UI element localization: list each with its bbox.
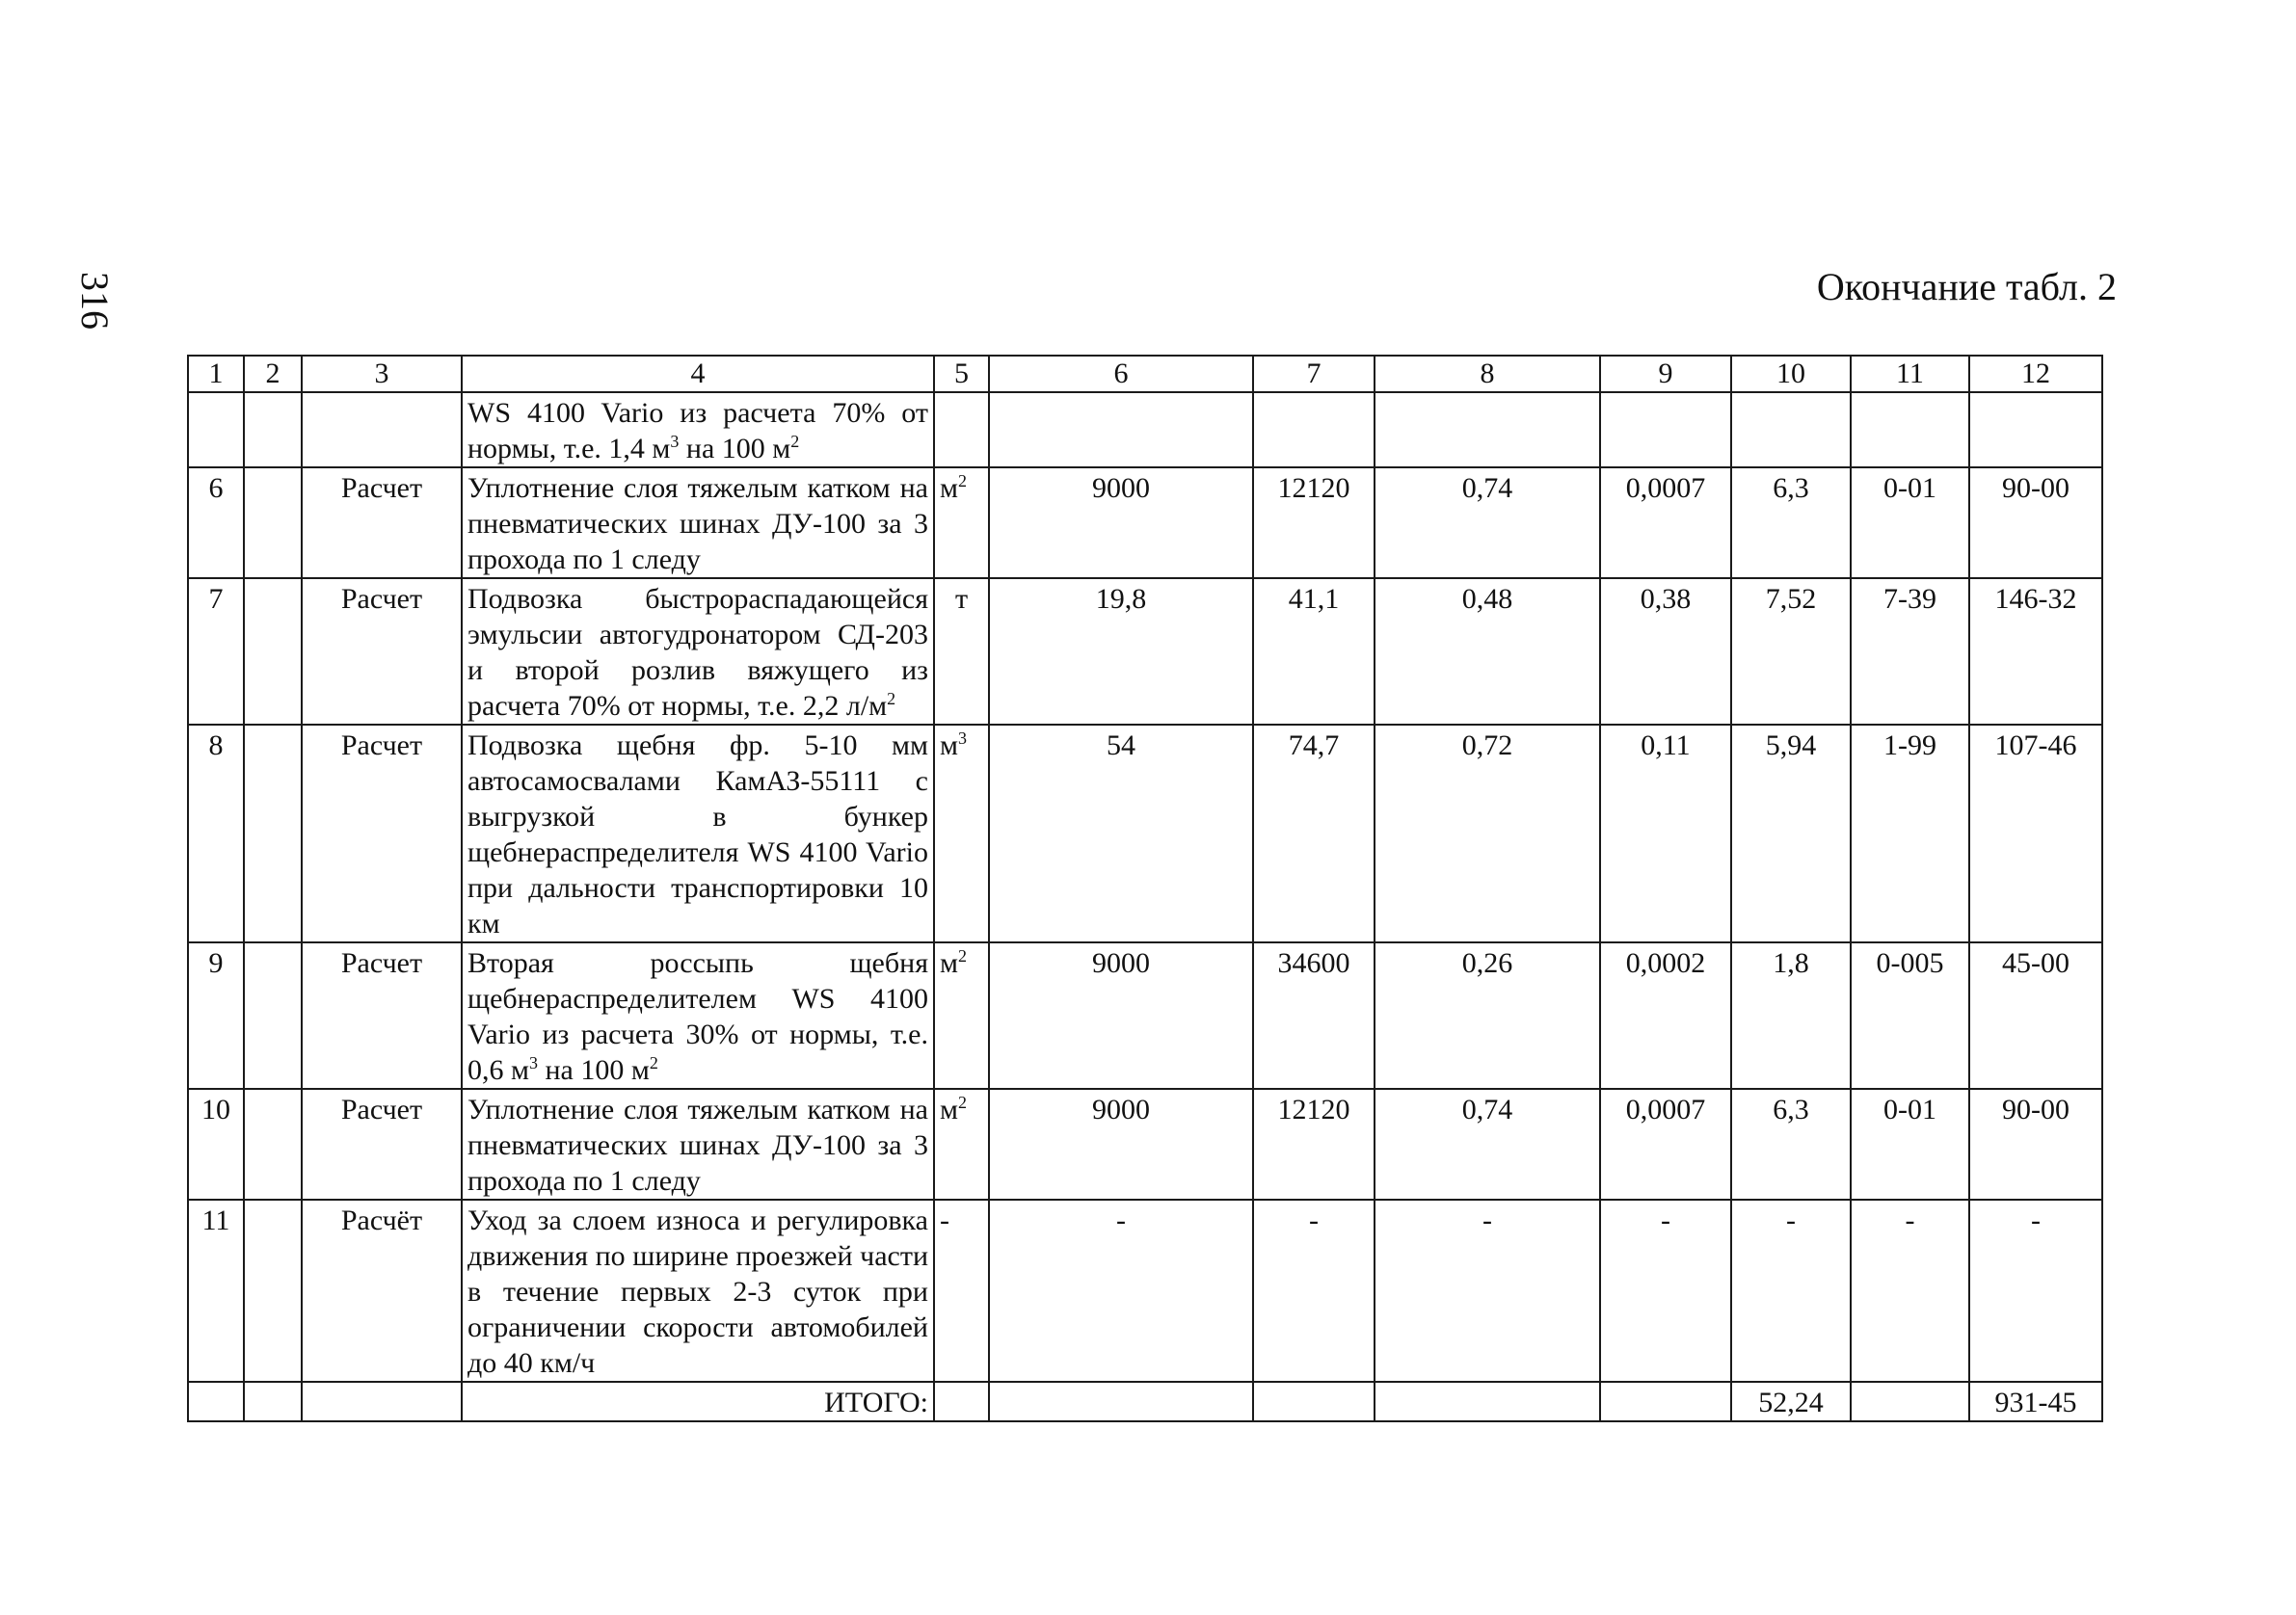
header-cell-7: 7 — [1253, 356, 1375, 392]
row-number: 9 — [188, 942, 244, 1089]
header-row — [188, 356, 2102, 392]
total-row — [188, 1382, 2102, 1421]
row-col7: 34600 — [1253, 942, 1375, 1089]
row-col9: 0,38 — [1600, 578, 1731, 725]
table-row — [188, 1089, 2102, 1200]
row-number: 11 — [188, 1200, 244, 1382]
header-cell-4: 4 — [462, 356, 934, 392]
total-label: ИТОГО: — [462, 1382, 934, 1421]
row-unit: т — [934, 578, 989, 725]
row-col10: - — [1731, 1200, 1851, 1382]
row-description: Вторая россыпь щебня щебнераспределителем WS 4100 Vario из расчета 30% от нормы, т.е. 0,6 $м^3$ на 100 $м^2$ — [462, 942, 934, 1089]
row-unit: $м^2$ — [934, 942, 989, 1089]
row-col9: 0,0002 — [1600, 942, 1731, 1089]
table-row — [188, 725, 2102, 942]
row-col7: - — [1253, 1200, 1375, 1382]
row-col8: 0,72 — [1375, 725, 1600, 942]
row-col10: 6,3 — [1731, 1089, 1851, 1200]
row-col2 — [244, 467, 302, 578]
header-cell-12: 12 — [1969, 356, 2102, 392]
row-number: 6 — [188, 467, 244, 578]
row-col7: 41,1 — [1253, 578, 1375, 725]
row-col10: 7,52 — [1731, 578, 1851, 725]
header-cell-2: 2 — [244, 356, 302, 392]
row-col12: 146-32 — [1969, 578, 2102, 725]
row-basis: Расчет — [302, 725, 462, 942]
row-basis: Расчёт — [302, 1200, 462, 1382]
header-cell-3: 3 — [302, 356, 462, 392]
row-basis: Расчет — [302, 467, 462, 578]
row-col10: 1,8 — [1731, 942, 1851, 1089]
row-col2 — [244, 578, 302, 725]
row-col11: 7-39 — [1851, 578, 1969, 725]
row-col11: 1-99 — [1851, 725, 1969, 942]
row-unit: $м^2$ — [934, 467, 989, 578]
header-cell-8: 8 — [1375, 356, 1600, 392]
row-col12: 90-00 — [1969, 1089, 2102, 1200]
row-col12: 45-00 — [1969, 942, 2102, 1089]
row-col11: 0-01 — [1851, 467, 1969, 578]
row-basis: Расчет — [302, 1089, 462, 1200]
table-row — [188, 1200, 2102, 1382]
table-row — [188, 578, 2102, 725]
total-col10: 52,24 — [1731, 1382, 1851, 1421]
row-col2 — [244, 1200, 302, 1382]
row-col11: - — [1851, 1200, 1969, 1382]
row-number: 8 — [188, 725, 244, 942]
row-description: WS 4100 Vario из расчета 70% от нормы, т.е. 1,4 $м^3$ на 100 $м^2$ — [462, 392, 934, 467]
row-col10: 5,94 — [1731, 725, 1851, 942]
row-description: Уплотнение слоя тяжелым катком на пневматических шинах ДУ-100 за 3 прохода по 1 следу — [462, 1089, 934, 1200]
row-col8: 0,26 — [1375, 942, 1600, 1089]
header-cell-9: 9 — [1600, 356, 1731, 392]
row-col6: 9000 — [989, 942, 1253, 1089]
row-col8: 0,74 — [1375, 1089, 1600, 1200]
table-row — [188, 467, 2102, 578]
row-col12: 107-46 — [1969, 725, 2102, 942]
row-col2 — [244, 1089, 302, 1200]
row-number: 10 — [188, 1089, 244, 1200]
row-description: Уход за слоем износа и регулировка движения по ширине проезжей части в течение первых 2-3 суток при ограничении скорости автомобилей до 40 км/ч — [462, 1200, 934, 1382]
table-row — [188, 942, 2102, 1089]
row-col6: 9000 — [989, 467, 1253, 578]
row-unit: $м^2$ — [934, 1089, 989, 1200]
row-col7: 74,7 — [1253, 725, 1375, 942]
row-col11: 0-005 — [1851, 942, 1969, 1089]
row-col11: 0-01 — [1851, 1089, 1969, 1200]
row-col8: 0,74 — [1375, 467, 1600, 578]
row-col9: 0,0007 — [1600, 1089, 1731, 1200]
header-cell-10: 10 — [1731, 356, 1851, 392]
row-col9: 0,11 — [1600, 725, 1731, 942]
row-col8: - — [1375, 1200, 1600, 1382]
row-col6: - — [989, 1200, 1253, 1382]
total-col12: 931-45 — [1969, 1382, 2102, 1421]
row-description: Подвозка щебня фр. 5-10 мм автосамосвалами КамАЗ-55111 с выгрузкой в бункер щебнераспределителя WS 4100 Vario при дальности транспортировки 10 км — [462, 725, 934, 942]
row-col7: 12120 — [1253, 1089, 1375, 1200]
header-cell-1: 1 — [188, 356, 244, 392]
table-caption: Окончание табл. 2 — [1816, 265, 2117, 308]
row-basis: Расчет — [302, 578, 462, 725]
row-unit: - — [934, 1200, 989, 1382]
row-number: 7 — [188, 578, 244, 725]
row-description: Подвозка быстрораспадающейся эмульсии автогудронатором СД-203 и второй розлив вяжущего из расчета 70% от нормы, т.е. 2,2 $л/м^2$ — [462, 578, 934, 725]
table-row-continuation — [188, 392, 2102, 467]
header-cell-11: 11 — [1851, 356, 1969, 392]
row-col2 — [244, 725, 302, 942]
row-col6: 54 — [989, 725, 1253, 942]
cost-table — [187, 355, 2103, 1422]
row-col8: 0,48 — [1375, 578, 1600, 725]
row-col6: 9000 — [989, 1089, 1253, 1200]
row-col6: 19,8 — [989, 578, 1253, 725]
row-basis: Расчет — [302, 942, 462, 1089]
row-unit: $м^3$ — [934, 725, 989, 942]
header-cell-6: 6 — [989, 356, 1253, 392]
row-col12: 90-00 — [1969, 467, 2102, 578]
row-col12: - — [1969, 1200, 2102, 1382]
row-col2 — [244, 942, 302, 1089]
row-col9: - — [1600, 1200, 1731, 1382]
row-col9: 0,0007 — [1600, 467, 1731, 578]
row-description: Уплотнение слоя тяжелым катком на пневматических шинах ДУ-100 за 3 прохода по 1 следу — [462, 467, 934, 578]
row-col10: 6,3 — [1731, 467, 1851, 578]
header-cell-5: 5 — [934, 356, 989, 392]
row-col7: 12120 — [1253, 467, 1375, 578]
page-number: 316 — [73, 272, 117, 330]
